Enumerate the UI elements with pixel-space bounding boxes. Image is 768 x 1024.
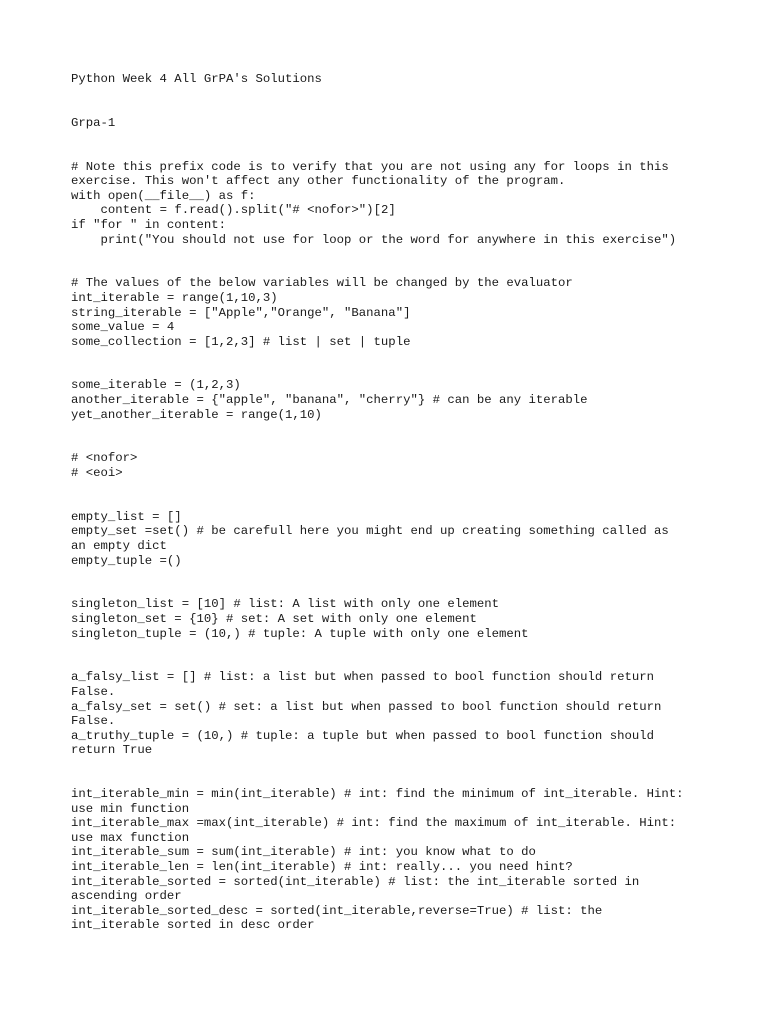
code-line: int_iterable_sorted_desc = sorted(int_iterable,reverse=True) # list: the <box>71 903 603 918</box>
code-line: another_iterable = {"apple", "banana", "cherry"} # can be any iterable <box>71 393 588 408</box>
code-line: some_collection = [1,2,3] # list | set | tuple <box>71 334 411 349</box>
code-line: int_iterable = range(1,10,3) <box>71 290 278 305</box>
code-line: yet_another_iterable = range(1,10) <box>71 407 322 422</box>
code-line: singleton_list = [10] # list: A list with only one element <box>71 597 500 612</box>
code-line: int_iterable_sum = sum(int_iterable) # int: you know what to do <box>71 845 536 860</box>
code-line: # Note this prefix code is to verify that you are not using any for loops in this <box>71 159 669 174</box>
code-block <box>71 787 711 933</box>
code-line: a_falsy_list = [] # list: a list but when passed to bool function should return <box>71 670 654 685</box>
code-line: int_iterable sorted in desc order <box>71 918 315 933</box>
code-line: a_truthy_tuple = (10,) # tuple: a tuple but when passed to bool function should <box>71 728 654 743</box>
code-block <box>71 276 711 349</box>
code-line: singleton_tuple = (10,) # tuple: A tuple with only one element <box>71 626 529 641</box>
code-line: empty_tuple =() <box>71 553 182 568</box>
code-block <box>71 451 711 480</box>
code-line: content = f.read().split("# <nofor>")[2] <box>71 203 396 218</box>
code-block <box>71 160 711 248</box>
code-line: # The values of the below variables will be changed by the evaluator <box>71 276 573 291</box>
code-line: use min function <box>71 801 190 816</box>
code-line: False. <box>71 714 116 729</box>
document-page <box>71 72 711 933</box>
code-line: singleton_set = {10} # set: A set with only one element <box>71 611 477 626</box>
code-line: # <nofor> <box>71 451 138 466</box>
code-line: False. <box>71 684 116 699</box>
code-block <box>71 597 711 641</box>
code-line: # <eoi> <box>71 466 123 481</box>
code-line: some_iterable = (1,2,3) <box>71 378 241 393</box>
code-line: with open(__file__) as f: <box>71 188 256 203</box>
code-line: an empty dict <box>71 539 167 553</box>
code-listing <box>71 160 711 933</box>
document-title: Python Week 4 All GrPA's Solutions <box>71 72 322 86</box>
code-line: a_falsy_set = set() # set: a list but when passed to bool function should return <box>71 699 662 714</box>
code-line: return True <box>71 743 153 758</box>
code-block <box>71 510 711 568</box>
code-block <box>71 670 711 758</box>
code-line: if "for " in content: <box>71 217 226 232</box>
section-heading: Grpa-1 <box>71 115 116 130</box>
code-line: exercise. This won't affect any other functionality of the program. <box>71 174 566 189</box>
code-line: int_iterable_max =max(int_iterable) # int: find the maximum of int_iterable. Hint: <box>71 816 677 831</box>
code-line: string_iterable = ["Apple","Orange", "Banana"] <box>71 305 411 320</box>
code-line: int_iterable_min = min(int_iterable) # int: find the minimum of int_iterable. Hint: <box>71 787 684 802</box>
code-line: print("You should not use for loop or the word for anywhere in this exercise") <box>71 232 677 247</box>
code-line: ascending order <box>71 889 182 904</box>
code-block <box>71 378 711 422</box>
code-line: use max function <box>71 830 190 845</box>
code-line: int_iterable_len = len(int_iterable) # int: really... you need hint? <box>71 860 573 875</box>
code-line: empty_list = [] <box>71 509 182 524</box>
code-line: empty_set =set() # be carefull here you might end up creating something called as <box>71 524 669 539</box>
code-line: int_iterable_sorted = sorted(int_iterable) # list: the int_iterable sorted in <box>71 874 640 889</box>
code-line: some_value = 4 <box>71 320 175 335</box>
